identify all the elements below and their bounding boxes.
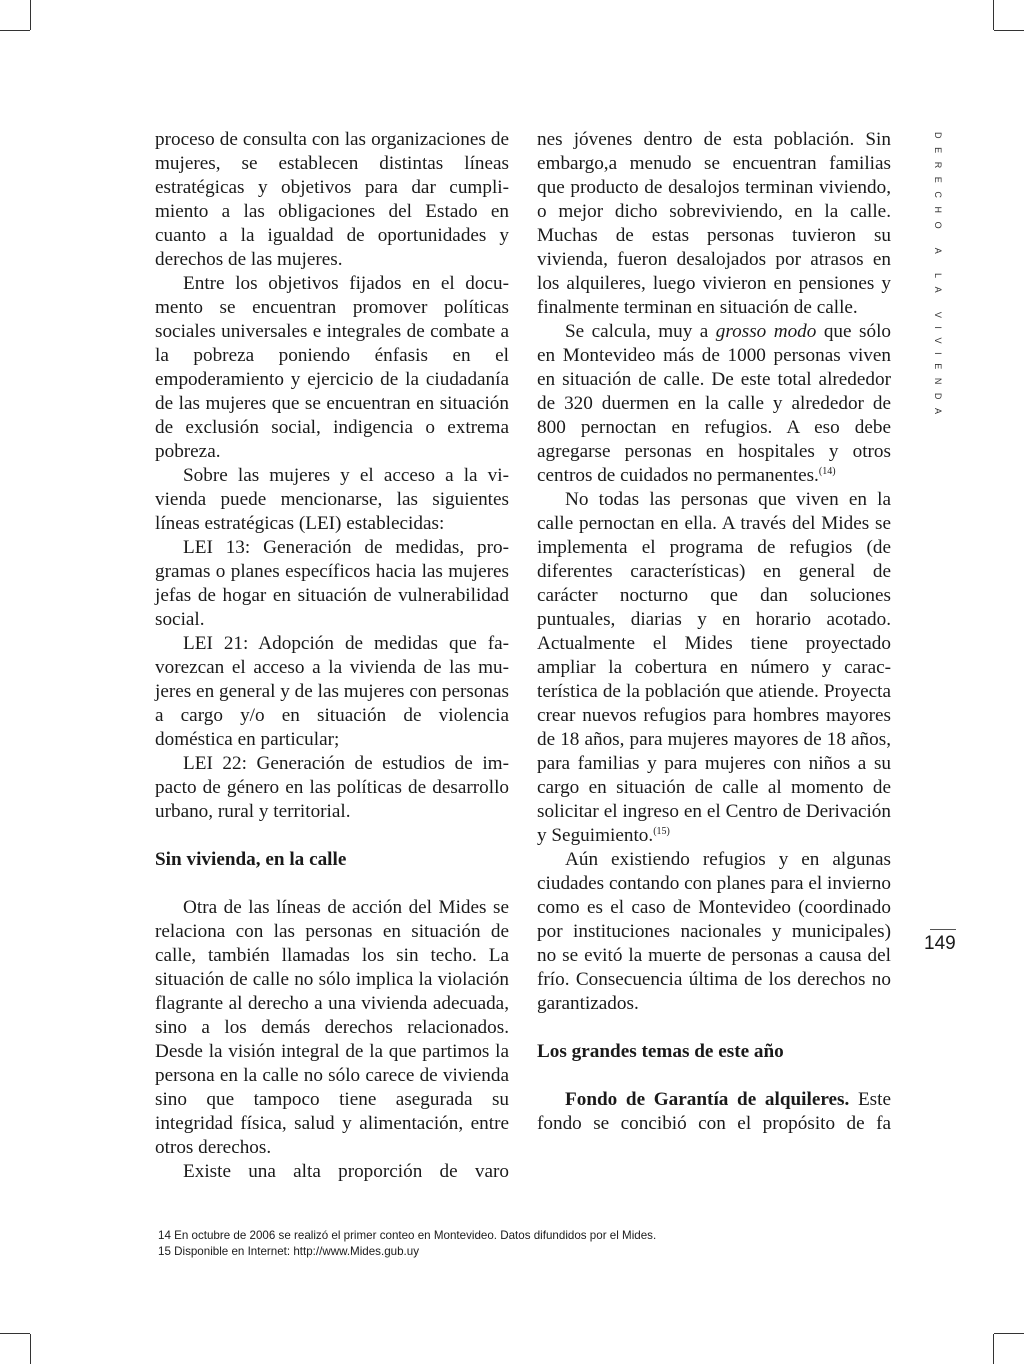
page-number: 149 (924, 933, 956, 954)
right-column (537, 128, 891, 1136)
text-run: No todas las personas que viven en la calle pernoctan en ella. A través del Mides se implementa el programa de refugios (de diferentes características) en general de carácter nocturno que dan soluciones puntuales, diarias y en horario acotado. Actualmente el Mides tiene proyectado ampliar la cobertura en número y característica de la población que atiende. Proyecta crear nuevos refugios para hombres mayores de 18 años, para mujeres mayores de 18 años, para familias y para mujeres con niños a su cargo en situación de calle al momento de solicitar el ingreso en el Centro de Derivación y Seguimiento. (537, 489, 891, 846)
paragraph: Otra de las líneas de acción del Mides se relaciona con las personas en situación de calle, también llamadas los sin techo. La situación de calle no sólo implica la violación flagrante al derecho a una vivienda adecuada, sino a los demás derechos relacionados. Desde la visión integral de la que partimos la persona en la calle no sólo carece de vivienda sino que tampoco tiene asegurada su integridad física, salud y alimentación, entre otros derechos. (155, 897, 509, 1158)
footnote-14: 14 En octubre de 2006 se realizó el primer conteo en Montevideo. Datos difundidos por el Mides. (158, 1229, 657, 1242)
paragraph (537, 320, 891, 488)
footnote-15: 15 Disponible en Internet: http://www.Mides.gub.uy (158, 1245, 420, 1258)
crop-mark-bottom-right-h (994, 1333, 1024, 1334)
crop-mark-top-right-v (993, 0, 994, 30)
section-heading: Los grandes temas de este año (537, 1041, 784, 1062)
running-head: DERECHO A LA VIVIENDA (933, 132, 943, 423)
paragraph: Entre los objetivos fijados en el documento se encuentran promover políticas sociales universales e integrales de combate a la pobreza poniendo énfasis en el empoderamiento y ejercicio de la ciudadanía de las mujeres que se encuentran en situación de exclusión social, indigencia o extrema pobreza. (155, 273, 509, 462)
footnote-ref-15: (15) (653, 826, 670, 837)
section-heading: Sin vivienda, en la calle (155, 849, 347, 870)
paragraph: LEI 22: Generación de estudios de impacto de género en las políticas de desarrollo urbano, rural y territorial. (155, 753, 509, 822)
crop-mark-bottom-left-h (0, 1333, 30, 1334)
paragraph: nes jóvenes dentro de esta población. Sin embargo,a menudo se encuentran familias que producto de desalojos terminan viviendo, o mejor dicho sobreviviendo, en la calle. Muchas de estas personas tuvieron su vivienda, fueron desalojados por atrasos en los alquileres, luego vivieron en pensiones y finalmente terminan en situación de calle. (537, 129, 891, 318)
text-run: Se calcula, muy a (565, 321, 716, 342)
bold-lead: Fondo de Garantía de alquileres. (565, 1089, 850, 1110)
crop-mark-bottom-right-v (993, 1334, 994, 1364)
paragraph (537, 1088, 891, 1136)
crop-mark-top-left-h (0, 30, 30, 31)
paragraph (537, 488, 891, 848)
paragraph: proceso de consulta con las organizaciones de mujeres, se establecen distintas líneas estratégicas y objetivos para dar cumplimiento a las obligaciones del Estado en cuanto a la igualdad de oportunidades y derechos de las mujeres. (155, 129, 509, 270)
paragraph: Sobre las mujeres y el acceso a la vivienda puede mencionarse, las siguientes líneas estratégicas (LEI) establecidas: (155, 465, 509, 534)
paragraph: LEI 21: Adopción de medidas que favorezcan el acceso a la vivienda de las mujeres en general y de las mujeres con personas a cargo y/o en situación de violencia doméstica en particular; (155, 633, 509, 750)
crop-mark-bottom-left-v (30, 1334, 31, 1364)
text-run: Este fondo se concibió con el propósito de fa (537, 1089, 891, 1134)
italic-text: grosso modo (715, 321, 817, 342)
text-run: que sólo en Montevideo más de 1000 personas viven en situación de calle. De este total alrededor de 320 duermen en la calle y alrededor de 800 pernoctan en refugios. A eso debe agregarse personas en hospitales y otros centros de cuidados no permanentes. (537, 321, 891, 486)
footnote-ref-14: (14) (818, 466, 836, 477)
crop-mark-top-left-v (30, 0, 31, 30)
crop-mark-top-right-h (994, 30, 1024, 31)
paragraph: Existe una alta proporción de varo (183, 1161, 509, 1182)
footnotes (158, 1228, 878, 1260)
paragraph: Aún existiendo refugios y en algunas ciudades contando con planes para el invierno como es el caso de Montevideo (coordinado por instituciones nacionales y municipales) no se evitó la muerte de personas a causa del frío. Consecuencia última de los derechos no garantizados. (537, 849, 891, 1014)
left-column (155, 128, 509, 1184)
paragraph: LEI 13: Generación de medidas, programas o planes específicos hacia las mujeres jefas de hogar en situación de vulnerabilidad social. (155, 537, 509, 630)
page-number-rule (930, 929, 956, 930)
